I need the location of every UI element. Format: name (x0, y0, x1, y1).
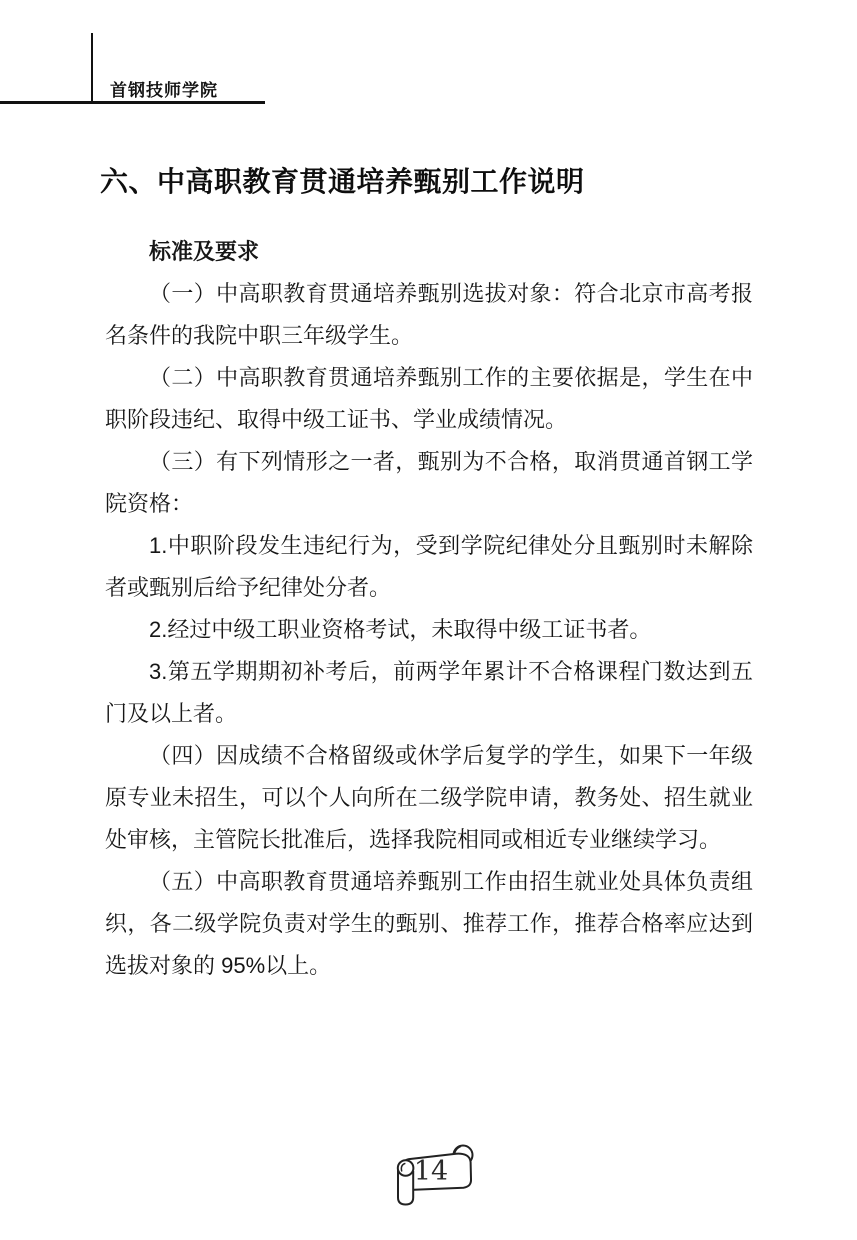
paragraph-4: 1.中职阶段发生违纪行为，受到学院纪律处分且甄别时未解除者或甄别后给予纪律处分者。 (105, 533, 753, 600)
paragraph-8: （五）中高职教育贯通培养甄别工作由招生就业处具体负责组织，各二级学院负责对学生的甄别、推荐工作，推荐合格率应达到选拔对象的 95%以上。 (105, 869, 753, 978)
paragraph-2: （二）中高职教育贯通培养甄别工作的主要依据是，学生在中职阶段违纪、取得中级工证书、学业成绩情况。 (105, 365, 753, 432)
header-vertical-rule (91, 33, 93, 103)
header-horizontal-rule (0, 101, 265, 104)
paragraph-6: 3.第五学期期初补考后，前两学年累计不合格课程门数达到五门及以上者。 (105, 659, 753, 726)
school-name: 首钢技师学院 (110, 81, 218, 100)
page-number: 14 (413, 1156, 449, 1187)
paragraph-3: （三）有下列情形之一者，甄别为不合格，取消贯通首钢工学院资格： (105, 449, 753, 516)
subheading: 标准及要求 (149, 239, 260, 264)
section-title: 六、中高职教育贯通培养甄别工作说明 (100, 166, 585, 197)
document-body (105, 231, 753, 987)
paragraph-5: 2.经过中级工职业资格考试，未取得中级工证书者。 (149, 617, 652, 642)
paragraph-7: （四）因成绩不合格留级或休学后复学的学生，如果下一年级原专业未招生，可以个人向所在二级学院申请，教务处、招生就业处审核，主管院长批准后，选择我院相同或相近专业继续学习。 (105, 743, 753, 852)
paragraph-1: （一）中高职教育贯通培养甄别选拔对象：符合北京市高考报名条件的我院中职三年级学生。 (105, 281, 753, 348)
